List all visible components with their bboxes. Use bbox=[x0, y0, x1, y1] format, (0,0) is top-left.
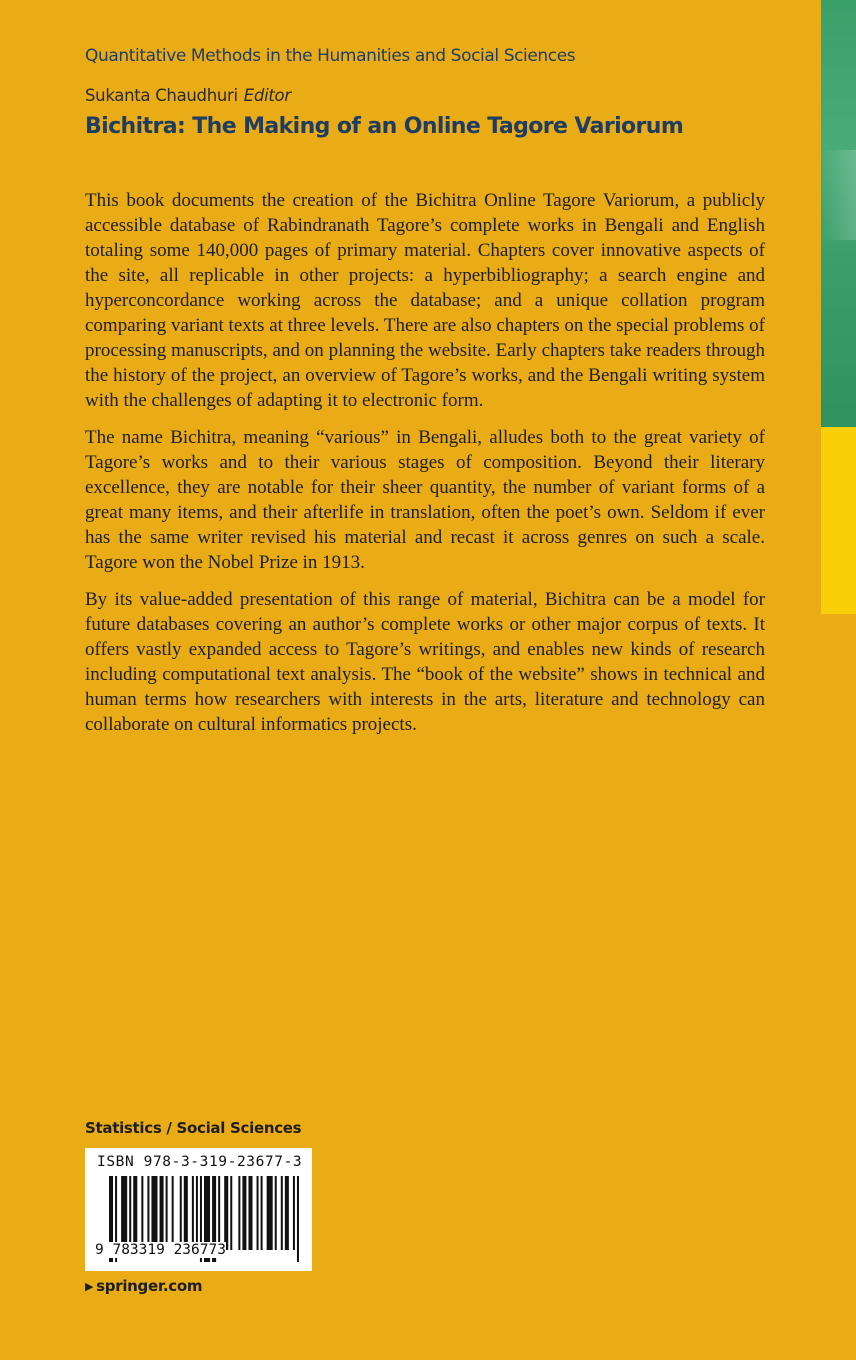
barcode-bar bbox=[180, 1176, 182, 1250]
barcode-bar bbox=[196, 1176, 198, 1250]
isbn-barcode-box bbox=[85, 1148, 312, 1271]
barcode-digits: 9 783319 236773 bbox=[95, 1242, 226, 1258]
barcode-bar bbox=[285, 1176, 289, 1250]
color-band bbox=[821, 0, 856, 1360]
blurb-paragraph: This book documents the creation of the Bichitra Online Tagore Variorum, a publicly accessible database of Rabindranath Tagore’s complete works in Bengali and English totaling some 140,000 pages of primary material. Chapters cover innovative aspects of the site, all replicable in other projects: a hyperbibliography; a search engine and hyperconcordance working across the database; and a unique collation program comparing variant texts at three levels. There are also chapters on the special problems of processing manuscripts, and on planning the website. Early chapters take readers through the history of the project, an overview of Tagore’s works, and the Bengali writing system with the challenges of adapting it to electronic form. bbox=[85, 190, 765, 411]
publisher-link[interactable] bbox=[85, 1277, 202, 1295]
barcode-bar bbox=[151, 1176, 157, 1250]
barcode-bar bbox=[160, 1176, 164, 1250]
barcode-bar bbox=[224, 1176, 228, 1250]
barcode-bar bbox=[293, 1176, 295, 1250]
subject-category: Statistics / Social Sciences bbox=[85, 1119, 302, 1137]
color-band-yellow bbox=[821, 427, 856, 614]
editor-name: Sukanta Chaudhuri bbox=[85, 86, 238, 105]
barcode-bar bbox=[218, 1176, 220, 1250]
barcode-bar bbox=[133, 1176, 137, 1250]
barcode-bar bbox=[121, 1176, 127, 1250]
barcode-digits-row bbox=[95, 1242, 307, 1258]
publisher-link-label: springer.com bbox=[96, 1277, 203, 1295]
series-title: Quantitative Methods in the Humanities and Social Sciences bbox=[85, 46, 576, 66]
barcode-bar bbox=[184, 1176, 188, 1250]
barcode-bar bbox=[242, 1176, 246, 1250]
barcode-bar bbox=[275, 1176, 277, 1250]
barcode-bar bbox=[281, 1176, 283, 1250]
barcode-bar bbox=[230, 1176, 232, 1250]
editor-role: Editor bbox=[243, 86, 291, 105]
barcode-bar bbox=[257, 1176, 259, 1250]
barcode-bar bbox=[192, 1176, 194, 1250]
blurb-paragraph: By its value-added presentation of this range of material, Bichitra can be a model for future databases covering an author’s complete works or other major corpus of texts. It offers vastly expanded access to Tagore’s writings, and enables new kinds of research including computational text analysis. The “book of the website” shows in technical and human terms how researchers with interests in the arts, literature and technology can collaborate on cultural informatics projects. bbox=[85, 589, 765, 735]
barcode-bar bbox=[141, 1176, 143, 1250]
triangle-right-icon: ▶ bbox=[85, 1280, 94, 1293]
barcode-bar bbox=[166, 1176, 168, 1250]
barcode-bar bbox=[267, 1176, 273, 1250]
barcode-bar bbox=[261, 1176, 263, 1250]
barcode-bar bbox=[238, 1176, 240, 1250]
barcode-bar bbox=[129, 1176, 131, 1250]
barcode-bar bbox=[248, 1176, 252, 1250]
color-band-highlight bbox=[821, 150, 856, 240]
book-title: Bichitra: The Making of an Online Tagore Variorum bbox=[85, 114, 684, 139]
barcode-bar bbox=[172, 1176, 174, 1250]
blurb-paragraph: The name Bichitra, meaning “various” in Bengali, alludes both to the great variety of Tagore’s works and to their various stages of composition. Beyond their literary excellence, they are notable for their sheer quantity, the number of variant forms of a great many items, and their afterlife in translation, often the poet’s own. Seldom if ever has the same writer revised his material and recast it across genres on such a scale. Tagore won the Nobel Prize in 1913. bbox=[85, 427, 765, 573]
blurb bbox=[85, 188, 765, 749]
editor-line bbox=[85, 86, 291, 105]
barcode-bar bbox=[147, 1176, 149, 1250]
isbn-label: ISBN 978-3-319-23677-3 bbox=[97, 1154, 303, 1170]
